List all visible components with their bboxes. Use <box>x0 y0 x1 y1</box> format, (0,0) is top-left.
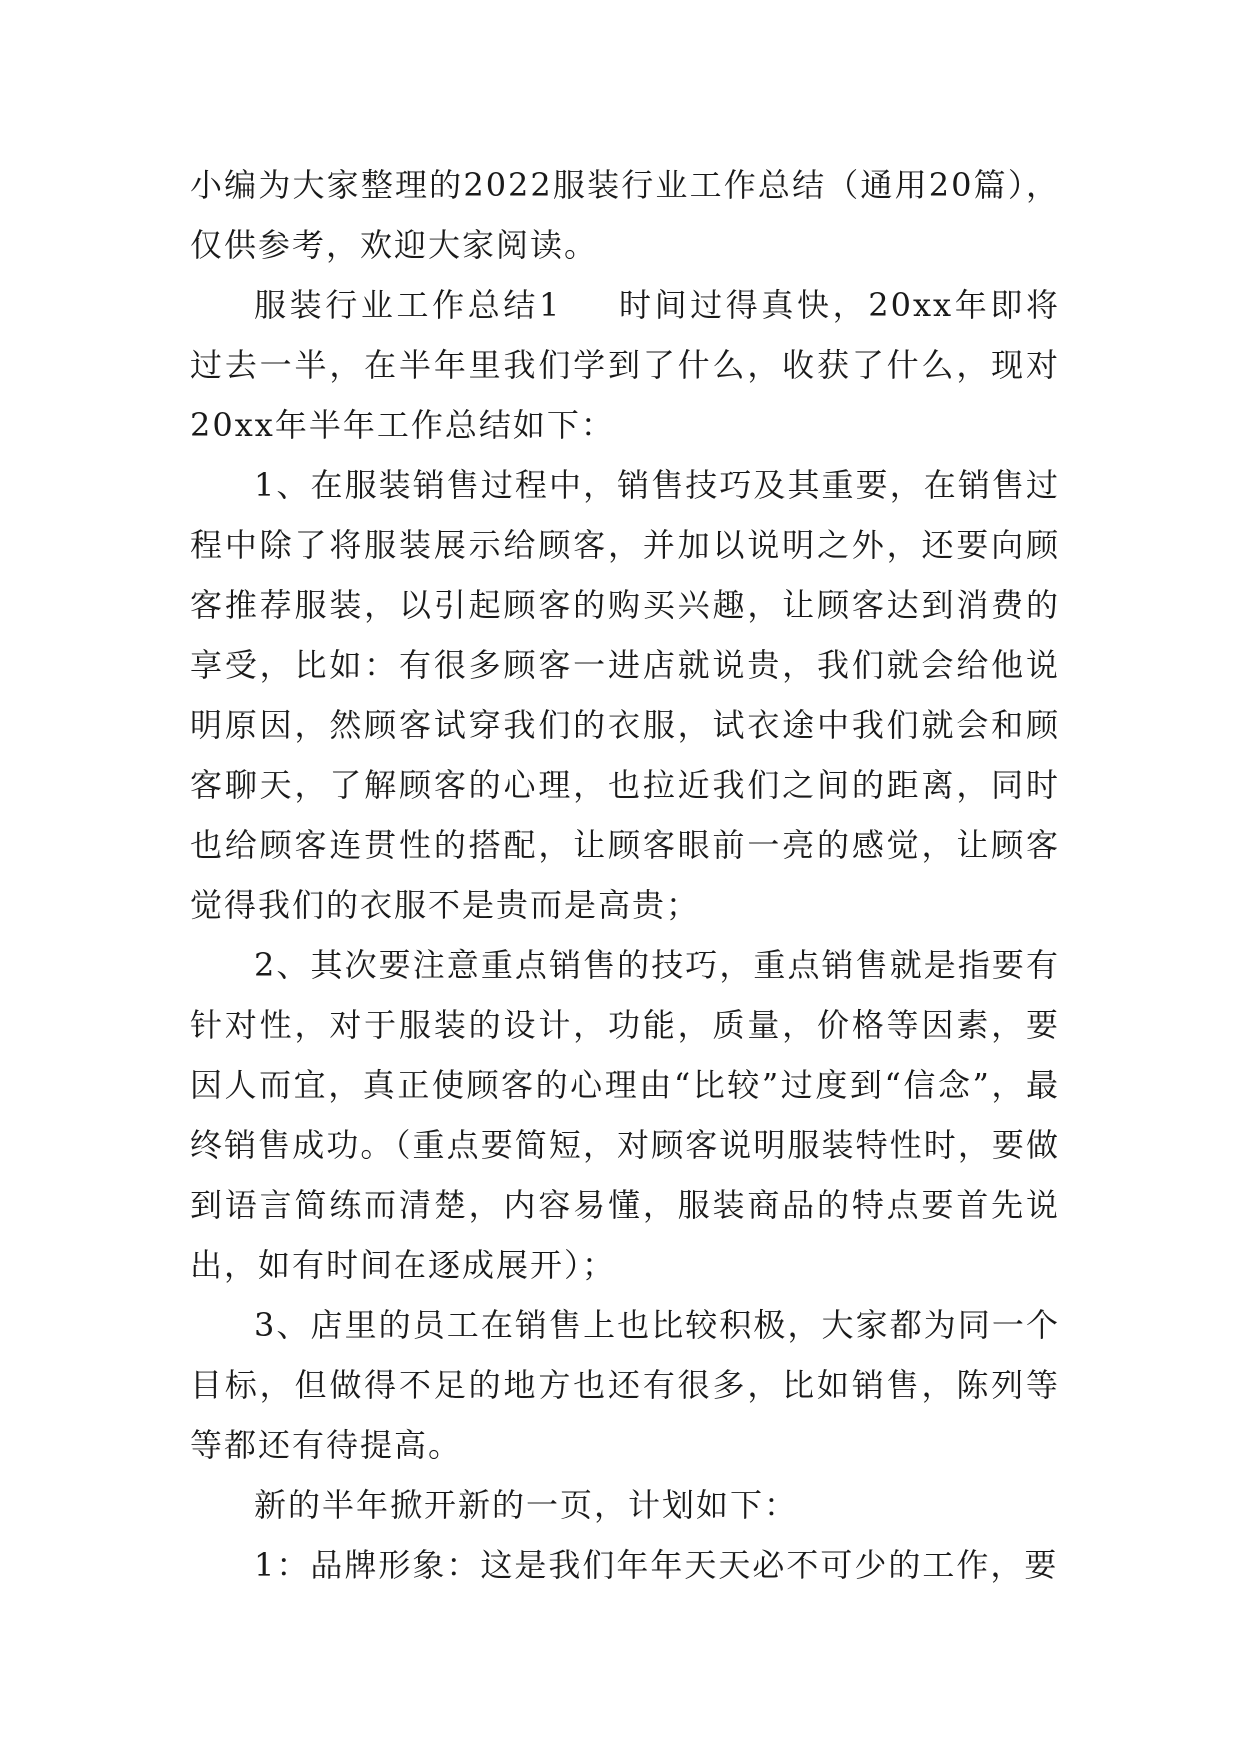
plan-intro-paragraph: 新的半年掀开新的一页，计划如下： <box>254 1486 799 1524</box>
point-2-paragraph: 2、其次要注意重点销售的技巧，重点销售就是指要有针对性，对于服装的设计，功能，质量，价格等因素，要因人而宜，真正使顾客的心理由“比较”过度到“信念”，最终销售成功。（重点要简短，对顾客说明服装特性时，要做到语言简练而清楚，内容易懂，服装商品的特点要首先说出，如有时间在逐成展开）； <box>190 946 1060 1284</box>
point-3-paragraph: 3、店里的员工在销售上也比较积极，大家都为同一个目标，但做得不足的地方也还有很多，比如销售，陈列等等都还有待提高。 <box>190 1306 1060 1464</box>
intro-paragraph: 小编为大家整理的2022服装行业工作总结（通用20篇），仅供参考，欢迎大家阅读。 <box>190 166 1060 264</box>
section-opening: 时间过得真快，20xx年即将过去一半，在半年里我们学到了什么，收获了什么，现对20xx年半年工作总结如下： <box>190 286 1060 444</box>
document-body <box>190 155 1060 1595</box>
section-paragraph <box>190 275 1060 455</box>
section-title: 服装行业工作总结1 <box>254 286 562 324</box>
point-1-paragraph: 1、在服装销售过程中，销售技巧及其重要，在销售过程中除了将服装展示给顾客，并加以说明之外，还要向顾客推荐服装，以引起顾客的购买兴趣，让顾客达到消费的享受，比如：有很多顾客一进店就说贵，我们就会给他说明原因，然顾客试穿我们的衣服，试衣途中我们就会和顾客聊天，了解顾客的心理，也拉近我们之间的距离，同时也给顾客连贯性的搭配，让顾客眼前一亮的感觉，让顾客觉得我们的衣服不是贵而是高贵； <box>190 466 1060 924</box>
plan-1-paragraph: 1：品牌形象：这是我们年年天天必不可少的工作，要 <box>254 1546 1059 1584</box>
